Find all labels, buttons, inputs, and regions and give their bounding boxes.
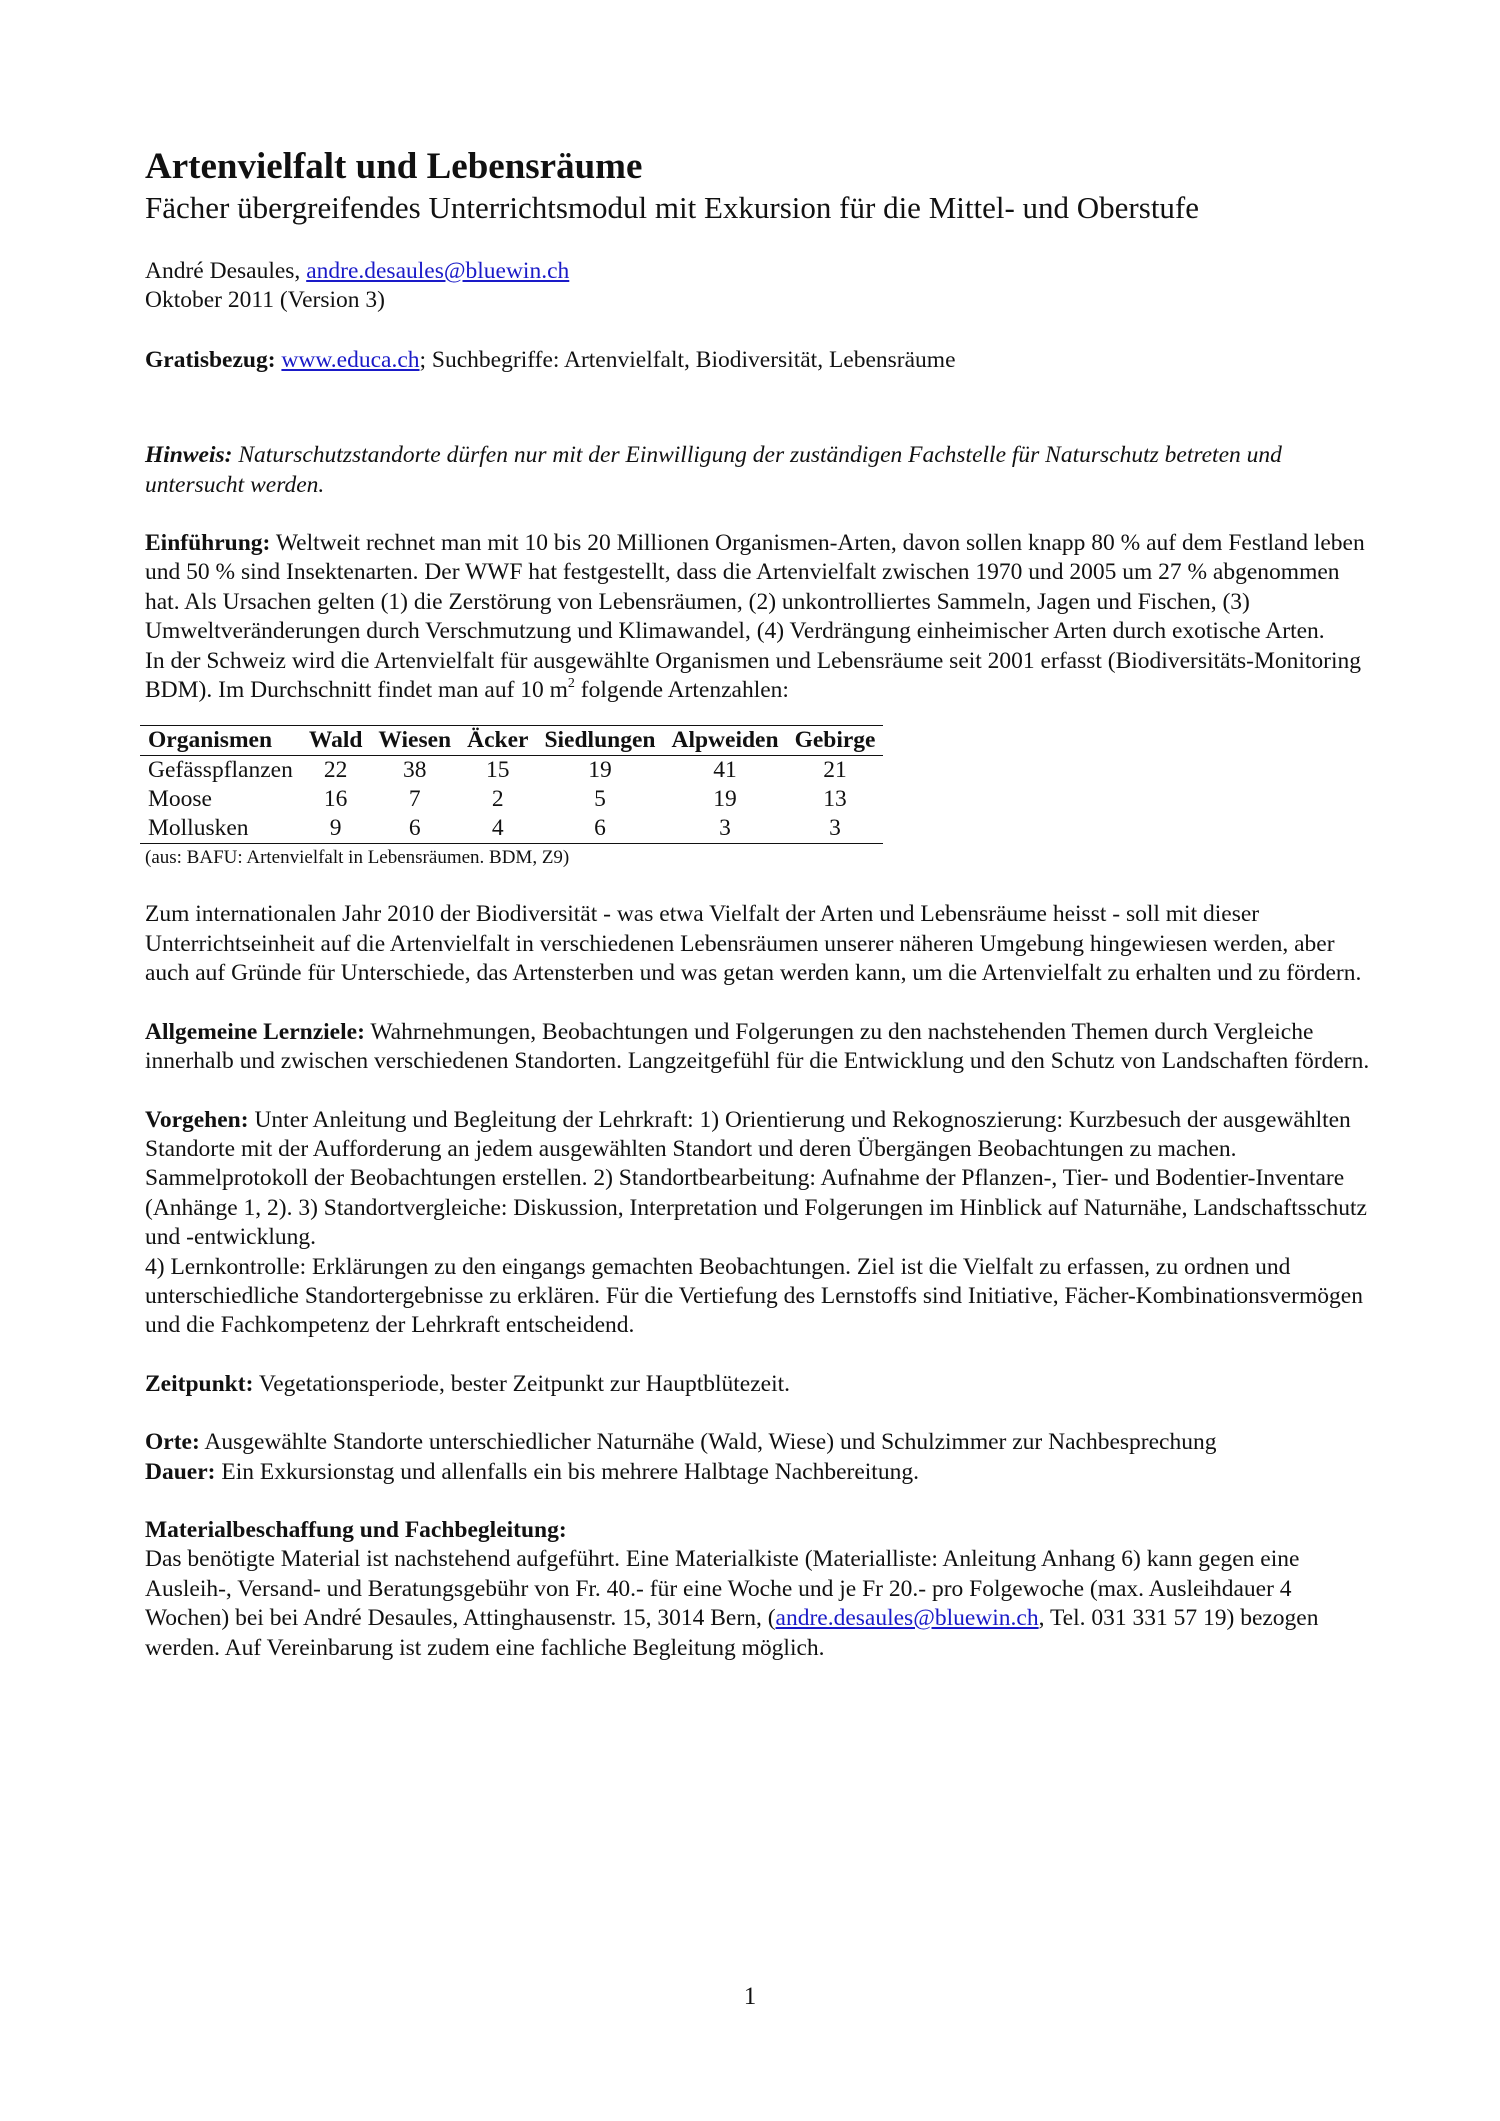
zeitpunkt-paragraph: [145, 1370, 1375, 1399]
page-number: 1: [743, 1983, 757, 2010]
material-heading: [145, 1516, 1375, 1545]
table-cell: Mollusken: [148, 815, 249, 842]
lernziele-paragraph: [145, 1018, 1375, 1077]
orte-text: Ausgewählte Standorte unterschiedlicher Naturnähe (Wald, Wiese) und Schulzimmer zur Nachbesprechung: [199, 1429, 1217, 1456]
vorgehen-label: Vorgehen:: [145, 1106, 249, 1133]
table-header-cell: Gebirge: [794, 727, 876, 754]
species-table-wrapper: [145, 725, 1375, 870]
einfuehrung-label: Einführung:: [145, 530, 271, 557]
hinweis-paragraph: [145, 441, 1375, 500]
table-row: [140, 756, 883, 786]
document-page: [145, 145, 1375, 1663]
species-table: [140, 725, 883, 844]
author-name: André Desaules,: [145, 258, 307, 284]
zeitpunkt-label: Zeitpunkt:: [145, 1370, 254, 1397]
table-cell: Gefässpflanzen: [148, 757, 293, 784]
table-header-cell: Wald: [308, 727, 363, 754]
document-date: Oktober 2011 (Version 3): [145, 287, 385, 314]
table-header-cell: Alpweiden: [671, 727, 779, 754]
table-cell: 3: [829, 815, 841, 842]
table-header-cell: Organismen: [148, 727, 273, 754]
document-title: Artenvielfalt und Lebensräume: [145, 146, 643, 187]
table-cell: 13: [823, 786, 847, 813]
vorgehen-paragraph-2: 4) Lernkontrolle: Erklärungen zu den eingangs gemachten Beobachtungen. Ziel ist die Vielfalt zu erfassen, zu ordnen und unterschiedliche Standortergebnisse zu erklären. Für die Vertiefung des Lernstoffs sind Initiative, Fächer-Kombinationsvermögen und die Fachkompetenz der Lehrkraft entscheidend.: [145, 1253, 1363, 1339]
table-cell: 9: [329, 815, 342, 842]
table-cell: 3: [719, 815, 731, 842]
einfuehrung-text-3: folgende Artenzahlen:: [574, 677, 789, 704]
table-cell: 38: [403, 757, 427, 784]
table-cell: 2: [491, 786, 504, 813]
author-email-link[interactable]: andre.desaules@bluewin.ch: [306, 258, 570, 284]
material-email-link[interactable]: andre.desaules@bluewin.ch: [775, 1605, 1039, 1632]
einfuehrung-text-2: In der Schweiz wird die Artenvielfalt für ausgewählte Organismen und Lebensräume seit 2001 erfasst (Biodiversitäts-Monitoring BDM). Im Durchschnitt findet man auf 10 m: [145, 647, 1362, 704]
lernziele-text: Wahrnehmungen, Beobachtungen und Folgerungen zu den nachstehenden Themen durch Vergleiche innerhalb und zwischen verschiedenen Standorten. Langzeitgefühl für die Entwicklung und den Schutz von Landschaften fördern.: [145, 1018, 1370, 1075]
orte-label: Orte:: [145, 1429, 200, 1456]
table-cell: 15: [486, 757, 510, 784]
vorgehen-text: Unter Anleitung und Begleitung der Lehrkraft: 1) Orientierung und Rekognoszierung: Kurzbesuch der ausgewählten Standorte mit der Aufforderung an jedem ausgewählten Standort und deren Übergängen Beobachtungen zu machen. Sammelprotokoll der Beobachtungen erstellen. 2) Standortbearbeitung: Aufnahme der Pflanzen-, Tier- und Bodentier-Inventare (Anhänge 1, 2). 3) Standortvergleiche: Diskussion, Interpretation und Folgerungen im Hinblick auf Naturnähe, Landschaftsschutz und -entwicklung.: [145, 1106, 1367, 1251]
author-line: [145, 257, 1375, 286]
material-paragraph: [145, 1545, 1375, 1663]
superscript-2: 2: [567, 676, 575, 692]
dauer-text: Ein Exkursionstag und allenfalls ein bis mehrere Halbtage Nachbereitung.: [215, 1458, 919, 1485]
material-text-2: , Tel. 031 331 57 19) bezogen werden. Auf Vereinbarung ist zudem eine fachliche Begleitung möglich.: [145, 1605, 1319, 1661]
table-header-row: [140, 726, 883, 756]
educa-link[interactable]: www.educa.ch: [281, 346, 420, 373]
gratis-line: [145, 346, 1375, 375]
table-row: [140, 785, 883, 814]
table-cell: 21: [823, 757, 847, 784]
gratis-label: Gratisbezug:: [145, 346, 276, 373]
orte-paragraph: [145, 1428, 1375, 1457]
table-cell: 6: [408, 815, 421, 842]
table-header-cell: Wiesen: [378, 727, 452, 754]
hinweis-text: Naturschutzstandorte dürfen nur mit der Einwilligung der zuständigen Fachstelle für Naturschutz betreten und untersucht werden.: [145, 442, 1282, 498]
material-text: Das benötigte Material ist nachstehend aufgeführt. Eine Materialkiste (Materialliste: Anleitung Anhang 6) kann gegen eine Ausleih-, Versand- und Beratungsgebühr von Fr. 40.- für eine Woche und je Fr 20.- pro Folgewoche (max. Ausleihdauer 4 Wochen) bei bei André Desaules, Attinghausenstr. 15, 3014 Bern, (: [145, 1546, 1300, 1632]
table-cell: 4: [491, 815, 504, 842]
table-row: [140, 814, 883, 844]
einfuehrung-paragraph-2: [145, 647, 1375, 706]
intro-paragraph-2: Zum internationalen Jahr 2010 der Biodiversität - was etwa Vielfalt der Arten und Lebensräume heisst - soll mit dieser Unterrichtseinheit auf die Artenvielfalt in verschiedenen Lebensräumen unserer näheren Umgebung hingewiesen werden, aber auch auf Gründe für Unterschiede, das Artensterben und was getan werden kann, um die Artenvielfalt zu erhalten und zu fördern.: [145, 901, 1362, 987]
document-subtitle: Fächer übergreifendes Unterrichtsmodul mit Exkursion für die Mittel- und Oberstufe: [145, 190, 1200, 225]
table-cell: Moose: [148, 786, 212, 813]
vorgehen-paragraph: [145, 1106, 1375, 1253]
table-source-note: (aus: BAFU: Artenvielfalt in Lebensräumen. BDM, Z9): [145, 847, 570, 869]
table-cell: 7: [408, 786, 421, 813]
table-cell: 41: [713, 757, 737, 784]
dauer-paragraph: [145, 1458, 1375, 1487]
zeitpunkt-text: Vegetationsperiode, bester Zeitpunkt zur Hauptblütezeit.: [253, 1370, 791, 1397]
lernziele-label: Allgemeine Lernziele:: [145, 1018, 365, 1045]
gratis-rest: ; Suchbegriffe: Artenvielfalt, Biodiversität, Lebensräume: [419, 346, 956, 373]
hinweis-label: Hinweis:: [145, 442, 233, 469]
table-cell: 22: [323, 757, 348, 784]
dauer-label: Dauer:: [145, 1458, 216, 1485]
table-header-cell: Äcker: [467, 727, 529, 754]
table-cell: 16: [323, 786, 348, 813]
table-cell: 5: [594, 786, 606, 813]
table-cell: 19: [713, 786, 737, 813]
einfuehrung-text: Weltweit rechnet man mit 10 bis 20 Millionen Organismen-Arten, davon sollen knapp 80 % auf dem Festland leben und 50 % sind Insektenarten. Der WWF hat festgestellt, dass die Artenvielfalt zwischen 1970 und 2005 um 27 % abgenommen hat. Als Ursachen gelten (1) die Zerstörung von Lebensräumen, (2) unkontrolliertes Sammeln, Jagen und Fischen, (3) Umweltveränderungen durch Verschmutzung und Klimawandel, (4) Verdrängung einheimischer Arten durch exotische Arten.: [145, 530, 1365, 645]
material-heading-text: Materialbeschaffung und Fachbegleitung:: [145, 1516, 567, 1543]
table-header-cell: Siedlungen: [544, 727, 656, 754]
table-cell: 6: [594, 815, 606, 842]
einfuehrung-paragraph: [145, 529, 1375, 647]
table-cell: 19: [588, 757, 612, 784]
